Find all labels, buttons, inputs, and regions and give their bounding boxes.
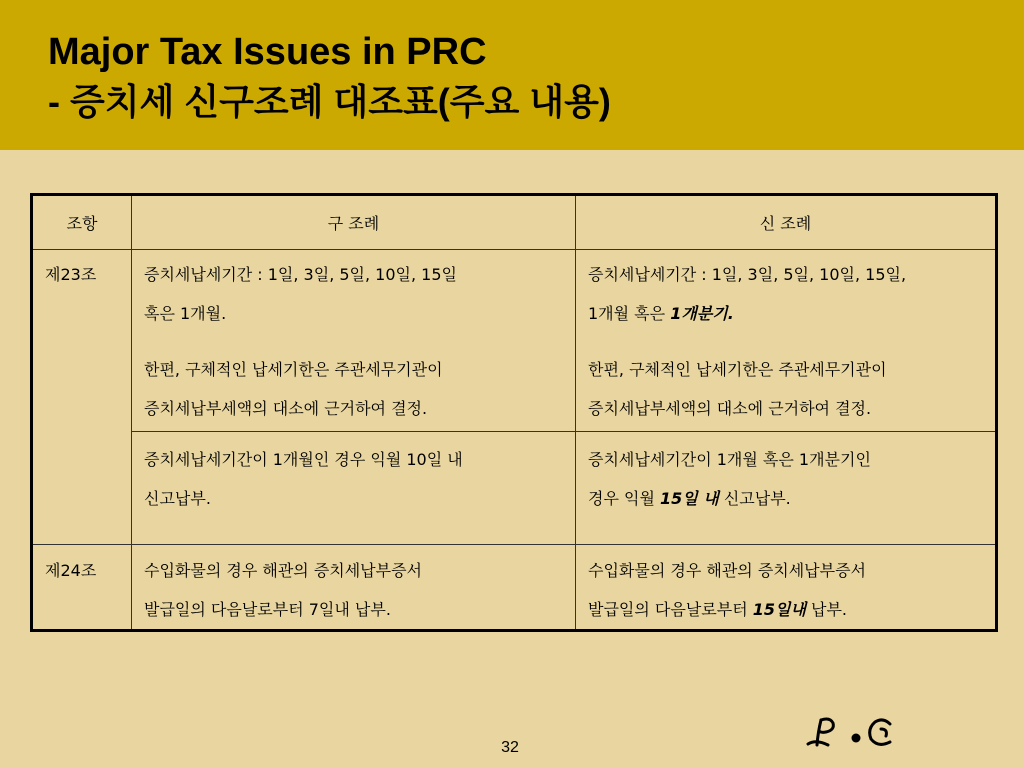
rule-paragraph (588, 255, 995, 333)
rule-line (588, 294, 995, 333)
rule-paragraph (588, 440, 995, 518)
rule-paragraph (144, 551, 575, 629)
rule-line: 증치세납세기간이 1개월 혹은 1개분기인 (588, 450, 871, 469)
old-rule-cell (132, 250, 576, 432)
rule-paragraph (144, 350, 575, 428)
article-label: 제23조 (45, 265, 97, 284)
column-header-old-rule: 구 조례 (132, 196, 576, 250)
article-label: 제24조 (45, 561, 97, 580)
rule-line: 증치세납부세액의 대소에 근거하여 결정. (588, 399, 872, 418)
rule-paragraph (588, 350, 995, 428)
rule-line (588, 479, 995, 518)
slide-subtitle: - 증치세 신구조례 대조표(주요 내용) (48, 81, 611, 122)
comparison-table (30, 193, 998, 632)
logo-glyph-dot (852, 734, 861, 743)
rule-line: 증치세납부세액의 대소에 근거하여 결정. (144, 399, 428, 418)
emphasized-change: 1개분기. (670, 304, 734, 323)
new-rule-cell (576, 432, 995, 545)
rule-text: 납부. (805, 600, 848, 619)
rule-line: 한편, 구체적인 납세기한은 주관세무기관이 (588, 360, 887, 379)
rule-line (588, 590, 995, 629)
old-rule-cell (132, 545, 576, 629)
rule-line: 증치세납세기간 : 1일, 3일, 5일, 10일, 15일 (144, 265, 457, 284)
rule-paragraph (588, 551, 995, 629)
rule-text: 1개월 혹은 (588, 304, 671, 323)
page-number: 32 (501, 739, 519, 756)
rule-line: 신고납부. (144, 489, 211, 508)
rule-line: 한편, 구체적인 납세기한은 주관세무기관이 (144, 360, 443, 379)
rule-line: 수입화물의 경우 해관의 증치세납부증서 (144, 561, 423, 580)
rule-paragraph (144, 255, 575, 333)
logo-glyph-p (808, 719, 833, 745)
new-rule-cell (576, 545, 995, 629)
rule-line: 수입화물의 경우 해관의 증치세납부증서 (588, 561, 867, 580)
old-rule-cell (132, 432, 576, 545)
emphasized-change: 15일 내 (660, 489, 719, 508)
rule-line: 증치세납세기간 : 1일, 3일, 5일, 10일, 15일, (588, 265, 907, 284)
new-rule-cell (576, 250, 995, 432)
rule-text: 경우 익월 (588, 489, 660, 508)
article-cell-24 (33, 545, 132, 629)
rule-text: 발급일의 다음날로부터 (588, 600, 753, 619)
logo-glyph-c (870, 720, 890, 744)
rule-paragraph (144, 440, 575, 518)
rule-text: 신고납부. (718, 489, 791, 508)
emphasized-change: 15일내 (752, 600, 806, 619)
rule-line: 발급일의 다음날로부터 7일내 납부. (144, 600, 391, 619)
header-band (0, 0, 1024, 150)
column-header-article: 조항 (33, 196, 132, 250)
slide-title: Major Tax Issues in PRC (48, 31, 487, 73)
rule-line: 혹은 1개월. (144, 304, 227, 323)
article-cell-23 (33, 250, 132, 545)
rule-line: 증치세납세기간이 1개월인 경우 익월 10일 내 (144, 450, 463, 469)
pwc-logo (806, 714, 892, 750)
column-header-new-rule: 신 조례 (576, 196, 995, 250)
